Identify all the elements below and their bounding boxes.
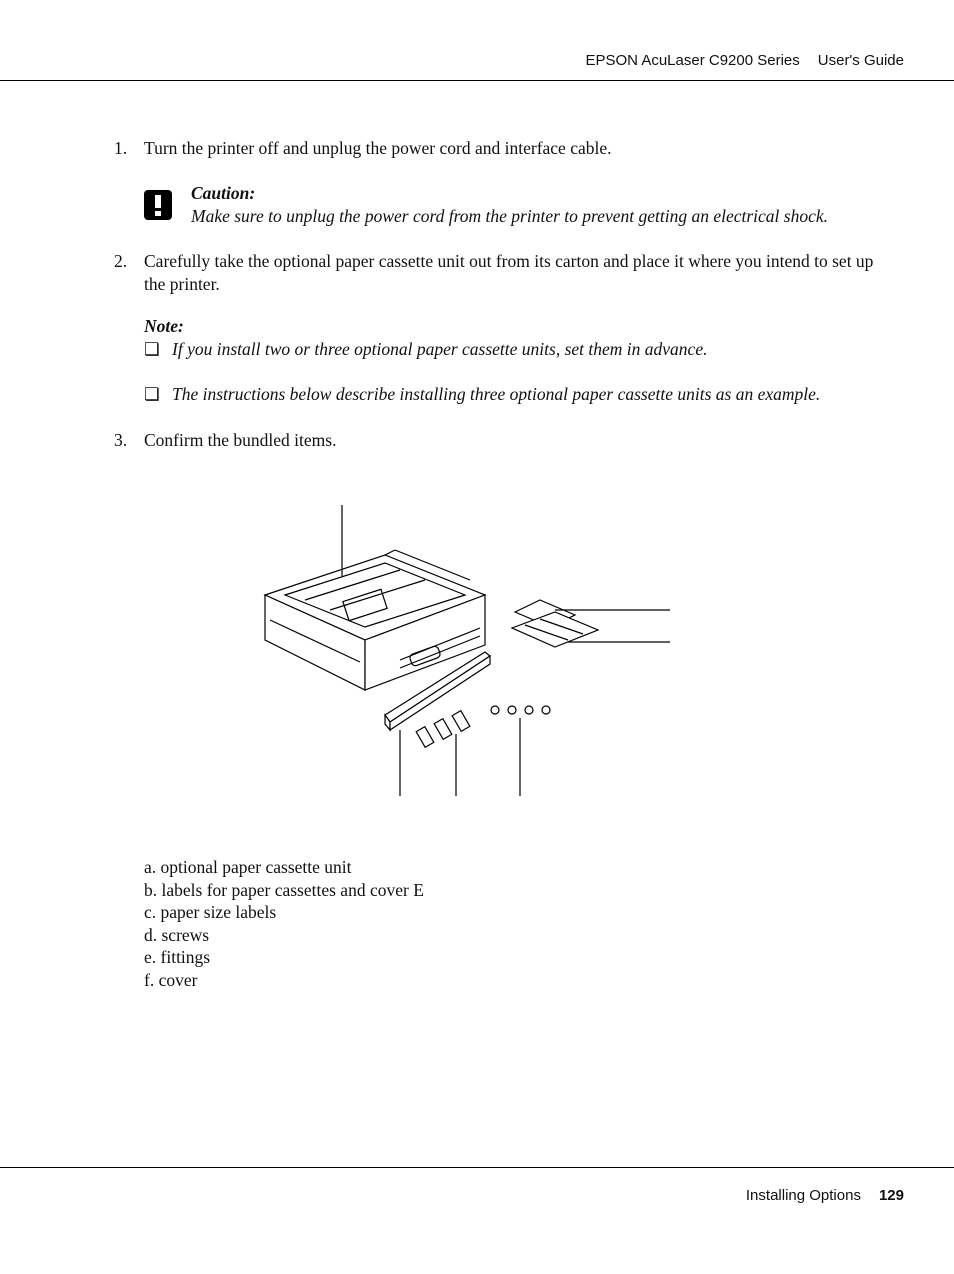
- note-item: [144, 339, 707, 360]
- step-2: [114, 250, 874, 294]
- step-text: Turn the printer off and unplug the power cord and interface cable.: [144, 138, 612, 158]
- legend-item: c. paper size labels: [144, 902, 277, 922]
- page-number: 129: [878, 1187, 904, 1204]
- step-text: Confirm the bundled items.: [144, 430, 337, 450]
- caution-icon: [144, 190, 172, 220]
- legend-item: a. optional paper cassette unit: [144, 857, 352, 877]
- fittings-drawing: [416, 711, 470, 748]
- step-number: 3.: [114, 430, 128, 450]
- screws-drawing: [491, 706, 550, 714]
- note-title: Note:: [144, 316, 184, 336]
- note-item: [144, 384, 820, 405]
- step-number: 1.: [114, 138, 128, 158]
- checkbox-bullet-icon: ❏: [144, 339, 160, 359]
- header-guide: User's Guide: [817, 52, 904, 69]
- step-3: [114, 429, 337, 452]
- page-header: [585, 52, 904, 69]
- checkbox-bullet-icon: ❏: [144, 384, 160, 404]
- header-product: EPSON AcuLaser C9200 Series: [585, 52, 800, 69]
- legend-item: b. labels for paper cassettes and cover E: [144, 879, 424, 900]
- header-rule: [0, 80, 954, 81]
- note-item-text: If you install two or three optional paper cassette units, set them in advance.: [172, 339, 708, 359]
- step-number: 2.: [114, 251, 128, 271]
- note-item-text: The instructions below describe installing three optional paper cassette units as an example.: [172, 384, 821, 404]
- legend-item: d. screws: [144, 924, 210, 945]
- bundled-items-illustration: [250, 500, 690, 800]
- step-1: [114, 137, 612, 160]
- caution-text: Make sure to unplug the power cord from the printer to prevent getting an electrical shock.: [191, 206, 828, 226]
- page-footer: [746, 1187, 904, 1204]
- legend-item: e. fittings: [144, 947, 211, 967]
- step-text: Carefully take the optional paper cassette unit out from its carton and place it where you intend to set up the printer.: [144, 251, 874, 294]
- footer-section: Installing Options: [745, 1187, 861, 1204]
- cassette-unit-drawing: [265, 550, 485, 690]
- legend-item: f. cover: [144, 969, 198, 990]
- caution-block: [191, 182, 828, 228]
- caution-title: Caution:: [191, 183, 256, 203]
- footer-rule: [0, 1167, 954, 1168]
- labels-drawing: [512, 600, 598, 647]
- legend-list: [144, 856, 424, 991]
